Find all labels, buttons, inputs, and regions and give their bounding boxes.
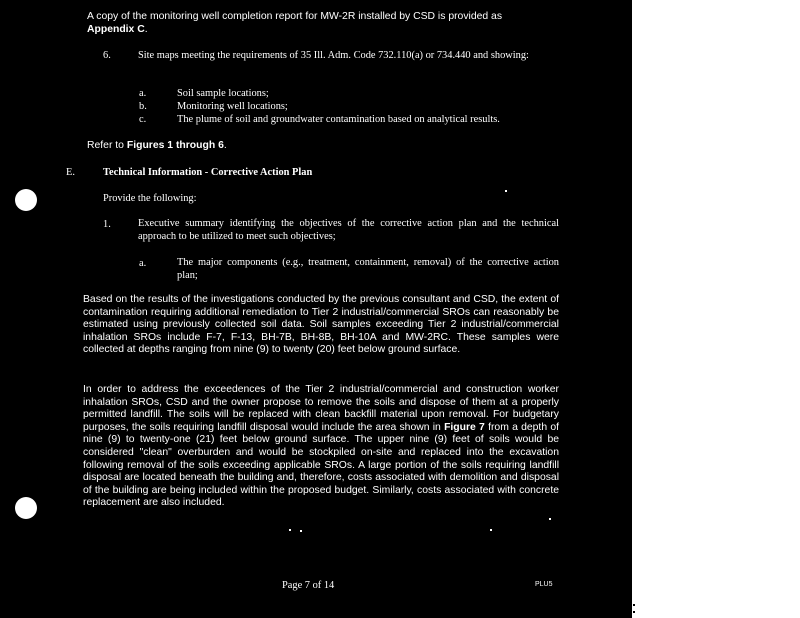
subitem-a-letter: a. (139, 88, 147, 99)
paragraph-corrective-approach (83, 384, 559, 510)
item-6-text: Site maps meeting the requirements of 35 Ill. Adm. Code 732.110(a) or 734.440 and showing: (138, 50, 529, 61)
subitem-c-text: The plume of soil and groundwater contamination based on analytical results. (177, 114, 500, 125)
paragraph-2-part-2: from a depth of nine (9) to twenty-one (21) feet below ground surface. The upper nine (9) feet of soils would be considered "clean" overburden and would be stockpiled on-site and replaced into the excavation following removal of the soils exceeding applicable SROs. A large portion of the soils requiring landfill disposal are located beneath the building and, therefore, costs associated with demolition and disposal of the building are being included within the proposed budget. Similarly, costs associated with concrete replacement are also included. (83, 421, 559, 509)
item-1a-text: The major components (e.g., treatment, containment, removal) of the corrective action plan; (177, 257, 559, 281)
page-number: Page 7 of 14 (282, 580, 335, 591)
scan-speck (633, 604, 635, 606)
scan-speck (490, 529, 492, 531)
refer-to-figures (87, 140, 227, 151)
item-1-text: Executive summary identifying the objectives of the corrective action plan and the technical approach to be utilized to meet such objectives; (138, 218, 559, 242)
scan-speck (505, 190, 507, 192)
scan-speck (289, 529, 291, 531)
punch-hole-bottom (15, 497, 37, 519)
provide-following: Provide the following: (103, 193, 197, 204)
refer-prefix: Refer to (87, 140, 127, 151)
scan-speck (300, 530, 302, 532)
item-1a-letter: a. (139, 258, 147, 269)
appendix-line-text: A copy of the monitoring well completion report for MW-2R installed by CSD is provided as (87, 11, 503, 22)
paragraph-results: Based on the results of the investigations conducted by the previous consultant and CSD, the extent of contamination requiring additional remediation to Tier 2 industrial/commercial SROs can reasonably be estimated using previously collected soil data. Soil samples exceeding Tier 2 industrial/commercial inhalation SROs include F-7, F-13, BH-7B, BH-8B, BH-10A and MW-2RC. These samples were collected at depths ranging from nine (9) to twenty (20) feet below ground surface. (83, 294, 559, 356)
appendix-line-period: . (144, 24, 148, 35)
section-e-title: Technical Information - Corrective Action Plan (103, 167, 313, 178)
scan-speck (549, 518, 551, 520)
appendix-c-label: Appendix C (87, 24, 145, 35)
punch-hole-top (15, 189, 37, 211)
appendix-line (87, 10, 587, 36)
item-1-number: 1. (103, 219, 111, 230)
figure-7-reference: Figure 7 (444, 421, 485, 433)
section-e-letter: E. (66, 167, 75, 178)
subitem-a-text: Soil sample locations; (177, 88, 269, 99)
paragraph-2-part-1: In order to address the exceedences of the Tier 2 industrial/commercial and construction worker inhalation SROs, CSD and the owner propose to remove the soils and dispose of them at a properly permitted landfill. The soils will be replaced with clean backfill material upon removal. For budgetary purposes, the soils requiring landfill disposal would include the area shown in (83, 384, 559, 433)
refer-figures-bold: Figures 1 through 6 (126, 140, 224, 151)
page-stamp: PLU5 (535, 581, 553, 588)
item-6-number: 6. (103, 50, 111, 61)
scan-speck (633, 611, 635, 613)
refer-suffix: . (223, 140, 227, 151)
subitem-b-letter: b. (139, 101, 147, 112)
subitem-c-letter: c. (139, 114, 147, 125)
subitem-b-text: Monitoring well locations; (177, 101, 288, 112)
